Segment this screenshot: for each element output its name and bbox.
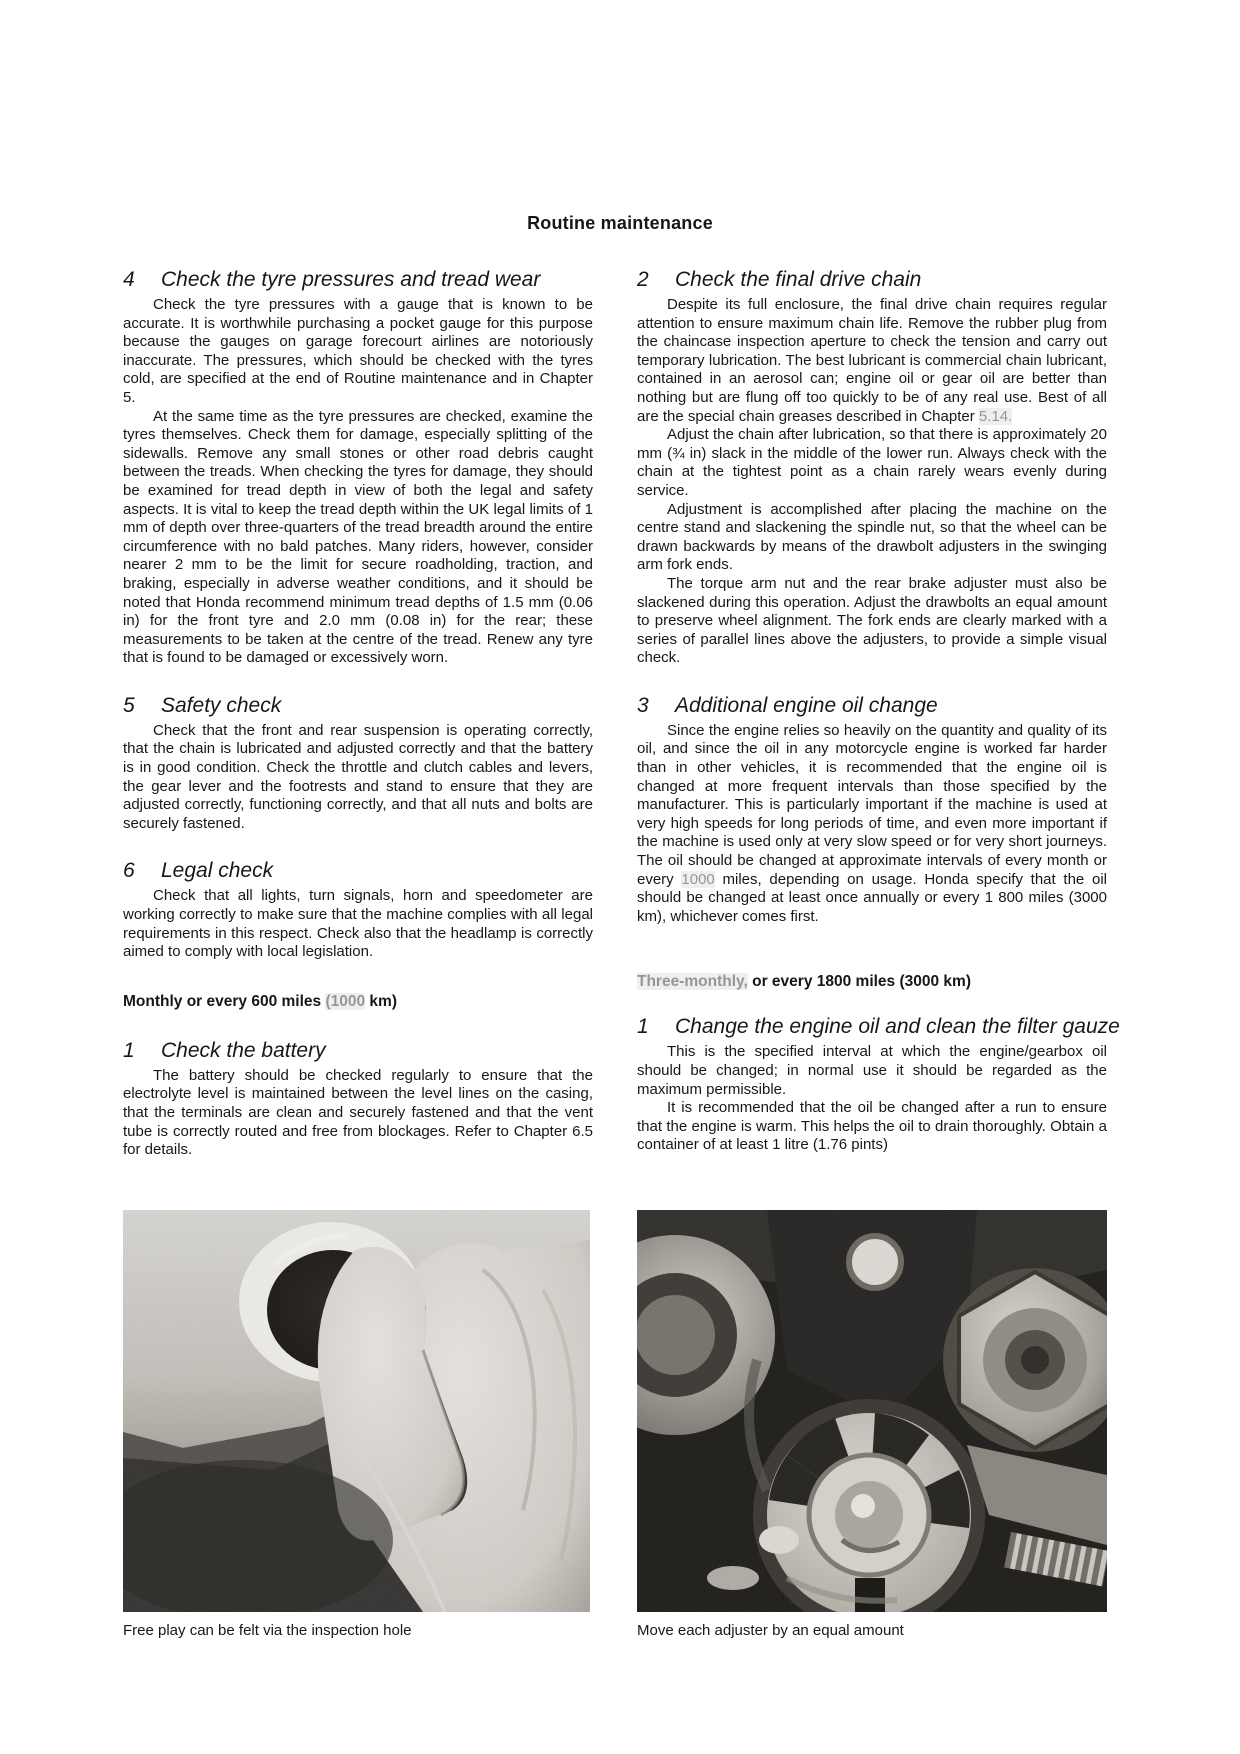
section-title: Check the tyre pressures and tread wear — [161, 268, 541, 291]
interval-text: km) — [365, 992, 397, 1010]
paragraph: At the same time as the tyre pressures are checked, examine the tyres themselves. Check them for damage, especially splitting of the sidewalls. Remove any small stones or other road debris caught between the treads. When checking the tyres for damage, they should be examined for tread depth in view of both the legal and safety aspects. It is vital to keep the tread depth within the UK legal limits of 1 mm of depth over three-quarters of the tread breadth around the entire circumference with no bald patches. Many riders, however, consider nearer 2 mm to be the limit for secure roadholding, traction, and braking, especially in adverse weather conditions, and it should be noted that Honda recommend minimum tread depths of 1.5 mm (0.06 in) for the front tyre and 2.0 mm (0.08 in) for the rear; these measurements to be taken at the centre of the tread. Renew any tyre that is found to be damaged or excessively worn. — [123, 407, 593, 667]
paragraph: It is recommended that the oil be changed after a run to ensure that the engine is warm. This helps the oil to drain thoroughly. Obtain a container of at least 1 litre (1.76 pints) — [637, 1099, 1107, 1154]
interval-faded-text: (1000 — [325, 992, 366, 1010]
section-number: 6 — [123, 859, 135, 883]
column-right — [637, 268, 1120, 1155]
section-title: Additional engine oil change — [675, 693, 938, 717]
paragraph — [637, 296, 1107, 426]
paragraph: Adjustment is accomplished after placing the machine on the centre stand and slackening the spindle nut, so that the wheel can be drawn backwards by means of the drawbolt adjusters in the swinging arm fork ends. — [637, 500, 1107, 574]
photo-caption-left: Free play can be felt via the inspection hole — [123, 1622, 412, 1639]
section-title: Change the engine oil and clean the filter gauze — [675, 1015, 1120, 1039]
section-heading-check-battery — [123, 1039, 593, 1063]
section-number: 1 — [123, 1038, 135, 1062]
page-title: Routine maintenance — [527, 213, 713, 233]
interval-heading-three-monthly — [637, 972, 1107, 991]
section-heading-safety-check — [123, 694, 593, 718]
paragraph: Check that the front and rear suspension is operating correctly, that the chain is lubricated and adjusted correctly and that the battery is in good condition. Check the throttle and clutch cables and levers, the gear lever and the footrests and stand to ensure that they are adjusted correctly, functioning correctly, and that all nuts and bolts are securely fastened. — [123, 721, 593, 832]
section-heading-final-drive-chain — [637, 268, 1107, 292]
interval-text: or every 1800 miles (3000 km) — [747, 973, 971, 991]
section-heading-tyre-pressures — [123, 268, 593, 292]
section-title: Check the final drive chain — [675, 268, 922, 291]
paragraph-text: Despite its full enclosure, the final drive chain requires regular attention to ensure maximum chain life. Remove the rubber plug from the chaincase inspection aperture to check the tension and carry out temporary lubrication. The best lubricant is commercial chain lubricant, contained in an aerosol can; engine oil or gear oil are better than nothing but are flung off too quickly to be of any real use. Best of all are the special chain greases described in Chapter — [637, 296, 1107, 425]
section-title: Check the battery — [161, 1038, 326, 1062]
paragraph: Adjust the chain after lubrication, so that there is approximately 20 mm (¾ in) slack in the middle of the lower run. Always check with the chain at the tightest point as a chain rarely wears evenly during service. — [637, 426, 1107, 499]
section-number: 4 — [123, 268, 135, 291]
paragraph — [637, 722, 1107, 927]
mileage-faded-text: 1000 — [681, 870, 715, 888]
section-title: Safety check — [161, 693, 282, 717]
interval-heading-monthly — [123, 992, 593, 1011]
paragraph: The battery should be checked regularly to ensure that the electrolyte level is maintained between the level lines on the casing, that the terminals are clean and securely fastened and that the vent tube is correctly routed and free from blockages. Refer to Chapter 6.5 for details. — [123, 1066, 593, 1159]
photo-chain-free-play — [123, 1210, 590, 1612]
paragraph: The torque arm nut and the rear brake adjuster must also be slackened during this operation. Adjust the drawbolts an equal amount to preserve wheel alignment. The fork ends are clearly marked with a series of parallel lines above the adjusters, to provide a simple visual check. — [637, 574, 1107, 667]
section-heading-legal-check — [123, 859, 593, 883]
section-heading-additional-oil-change — [637, 694, 1107, 718]
paragraph: Check that all lights, turn signals, horn and speedometer are working correctly to make sure that the machine complies with all legal requirements in this respect. Check also that the headlamp is correctly aimed to comply with local legislation. — [123, 887, 593, 961]
column-left — [123, 268, 593, 1160]
paragraph-text: miles, depending on usage. Honda specify that the oil should be changed at least once annually or every 1 800 miles (3000 km), whichever comes first. — [637, 870, 1107, 925]
section-heading-change-oil-filter-gauze — [637, 1015, 1120, 1039]
photo-caption-right: Move each adjuster by an equal amount — [637, 1622, 904, 1639]
section-number: 5 — [123, 693, 135, 717]
section-number: 2 — [637, 268, 649, 291]
interval-faded-text: Three-monthly, — [637, 973, 748, 991]
paragraph: This is the specified interval at which the engine/gearbox oil should be changed; in normal use it should be regarded as the maximum permissible. — [637, 1043, 1107, 1098]
section-title: Legal check — [161, 859, 274, 883]
section-number: 3 — [637, 693, 649, 717]
chapter-reference-faded: 5.14. — [978, 407, 1013, 425]
photo-chain-adjuster — [637, 1210, 1107, 1612]
paragraph: Check the tyre pressures with a gauge that is known to be accurate. It is worthwhile purchasing a pocket gauge for this purpose because the gauges on garage forecourt airlines are notoriously inaccurate. The pressures, which should be checked with the tyres cold, are specified at the end of Routine maintenance and in Chapter 5. — [123, 296, 593, 406]
interval-text: Monthly or every 600 miles — [123, 992, 326, 1010]
paragraph-text: Since the engine relies so heavily on the quantity and quality of its oil, and since the oil in any motorcycle engine is worked far harder than in other vehicles, it is recommended that the engine oil is changed at more frequent intervals than those specified by the manufacturer. This is particularly important if the machine is used at very high speeds for long periods of time, and even more important if the machine is used only at very slow speed or for very short journeys. The oil should be changed at approximate intervals of every month or every — [637, 721, 1107, 888]
section-number: 1 — [637, 1015, 649, 1039]
